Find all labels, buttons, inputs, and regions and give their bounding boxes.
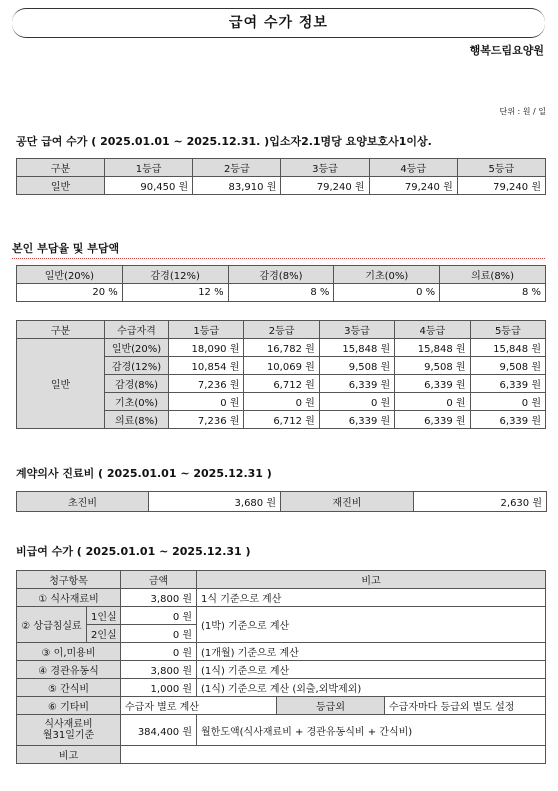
header-cell: 3등급 <box>319 321 394 339</box>
section-copay-title: 본인 부담율 및 부담액 <box>12 240 545 259</box>
value-cell: 15,848 원 <box>470 339 545 357</box>
section-doctor-fee-title: 계약의사 진료비 ( 2025.01.01 ~ 2025.12.31 ) <box>16 467 272 480</box>
first-visit-value: 3,680 원 <box>149 492 281 512</box>
table-row <box>17 589 546 607</box>
first-visit-label: 초진비 <box>17 492 149 512</box>
value-cell: 79,240 원 <box>281 177 369 195</box>
hair-cost-amount: 0 원 <box>121 643 197 661</box>
snack-cost-amount: 1,000 원 <box>121 679 197 697</box>
value-cell: 18,090 원 <box>169 339 244 357</box>
remark-value <box>121 746 546 764</box>
hair-cost-label: ③ 이,미용비 <box>17 643 121 661</box>
table-row <box>17 715 546 746</box>
monthly-meal-note: 월한도액(식사재료비 + 경관유동식비 + 간식비) <box>197 715 546 746</box>
header-cell: 구분 <box>17 321 105 339</box>
table-row <box>17 697 546 715</box>
value-cell: 6,339 원 <box>470 375 545 393</box>
table-row <box>17 661 546 679</box>
value-cell: 8 % <box>228 284 334 302</box>
row-label: 일반 <box>17 177 105 195</box>
value-cell: 6,339 원 <box>395 375 470 393</box>
value-cell: 6,339 원 <box>470 411 545 429</box>
table-header-row <box>17 159 546 177</box>
value-cell: 0 원 <box>244 393 319 411</box>
table-row <box>17 607 546 625</box>
table-row <box>17 679 546 697</box>
header-cell: 5등급 <box>470 321 545 339</box>
table-row <box>17 492 547 512</box>
header-cell: 기초(0%) <box>334 266 440 284</box>
snack-cost-label: ⑤ 간식비 <box>17 679 121 697</box>
meal-cost-label: ① 식사재료비 <box>17 589 121 607</box>
value-cell: 0 원 <box>470 393 545 411</box>
value-cell: 83,910 원 <box>193 177 281 195</box>
value-cell: 6,339 원 <box>319 375 394 393</box>
header-cell: 1등급 <box>169 321 244 339</box>
header-cell: 수급자격 <box>105 321 169 339</box>
room-cost-label: ② 상급침실료 <box>17 607 87 643</box>
value-cell: 0 원 <box>395 393 470 411</box>
row-label: 감경(12%) <box>105 357 169 375</box>
monthly-meal-label <box>17 715 121 746</box>
page-title: 급여 수가 정보 <box>12 8 545 38</box>
grade-out-label: 등급외 <box>277 697 385 715</box>
table-header-row <box>17 321 546 339</box>
value-cell: 7,236 원 <box>169 375 244 393</box>
room-double-amount: 0 원 <box>121 625 197 643</box>
header-cell: 2등급 <box>193 159 281 177</box>
header-cell: 비고 <box>197 571 546 589</box>
tube-feed-amount: 3,800 원 <box>121 661 197 679</box>
other-cost-amount: 수급자 별로 계산 <box>121 697 277 715</box>
header-cell: 금액 <box>121 571 197 589</box>
room-double-label: 2인실 <box>87 625 121 643</box>
section-non-covered-title: 비급여 수가 ( 2025.01.01 ~ 2025.12.31 ) <box>16 545 251 558</box>
value-cell: 15,848 원 <box>319 339 394 357</box>
header-cell: 3등급 <box>281 159 369 177</box>
doctor-fee-table <box>16 491 547 512</box>
copay-rate-table <box>16 265 546 302</box>
unit-label: 단위 : 원 / 일 <box>499 107 546 116</box>
monthly-meal-label-line2: 월31일기준 <box>42 730 95 741</box>
header-cell: 감경(8%) <box>228 266 334 284</box>
return-visit-value: 2,630 원 <box>414 492 547 512</box>
table-header-row <box>17 571 546 589</box>
header-cell: 5등급 <box>457 159 545 177</box>
header-cell: 일반(20%) <box>17 266 123 284</box>
non-covered-table <box>16 570 546 764</box>
value-cell: 8 % <box>440 284 546 302</box>
value-cell: 16,782 원 <box>244 339 319 357</box>
header-cell: 4등급 <box>395 321 470 339</box>
value-cell: 10,069 원 <box>244 357 319 375</box>
header-cell: 청구항목 <box>17 571 121 589</box>
copay-amount-table <box>16 320 546 429</box>
value-cell: 0 % <box>334 284 440 302</box>
table-header-row <box>17 266 546 284</box>
value-cell: 90,450 원 <box>105 177 193 195</box>
table-row <box>17 643 546 661</box>
header-cell: 4등급 <box>369 159 457 177</box>
row-label: 기초(0%) <box>105 393 169 411</box>
value-cell: 6,339 원 <box>319 411 394 429</box>
table-row <box>17 339 546 357</box>
facility-name: 행복드림요양원 <box>469 44 544 57</box>
value-cell: 79,240 원 <box>369 177 457 195</box>
value-cell: 10,854 원 <box>169 357 244 375</box>
meal-cost-note: 1식 기준으로 계산 <box>197 589 546 607</box>
row-label: 의료(8%) <box>105 411 169 429</box>
value-cell: 6,712 원 <box>244 411 319 429</box>
group-label: 일반 <box>17 339 105 429</box>
value-cell: 15,848 원 <box>395 339 470 357</box>
monthly-meal-amount: 384,400 원 <box>121 715 197 746</box>
remark-label: 비고 <box>17 746 121 764</box>
value-cell: 20 % <box>17 284 123 302</box>
value-cell: 6,339 원 <box>395 411 470 429</box>
grade-out-note: 수급자마다 등급외 별도 설정 <box>385 697 546 715</box>
value-cell: 6,712 원 <box>244 375 319 393</box>
return-visit-label: 재진비 <box>281 492 414 512</box>
snack-cost-note: (1식) 기준으로 계산 (외출,외박제외) <box>197 679 546 697</box>
table-row <box>17 284 546 302</box>
header-cell: 구분 <box>17 159 105 177</box>
tube-feed-label: ④ 경관유동식 <box>17 661 121 679</box>
value-cell: 9,508 원 <box>470 357 545 375</box>
value-cell: 9,508 원 <box>319 357 394 375</box>
header-cell: 2등급 <box>244 321 319 339</box>
section-public-benefit-title: 공단 급여 수가 ( 2025.01.01 ~ 2025.12.31. )입소자2.1명당 요양보호사1이상. <box>16 135 432 148</box>
value-cell: 0 원 <box>319 393 394 411</box>
meal-cost-amount: 3,800 원 <box>121 589 197 607</box>
row-label: 일반(20%) <box>105 339 169 357</box>
header-cell: 의료(8%) <box>440 266 546 284</box>
value-cell: 7,236 원 <box>169 411 244 429</box>
value-cell: 0 원 <box>169 393 244 411</box>
table-row <box>17 177 546 195</box>
value-cell: 9,508 원 <box>395 357 470 375</box>
header-cell: 감경(12%) <box>122 266 228 284</box>
room-single-label: 1인실 <box>87 607 121 625</box>
room-cost-note: (1박) 기준으로 계산 <box>197 607 546 643</box>
public-benefit-table <box>16 158 546 195</box>
other-cost-label: ⑥ 기타비 <box>17 697 121 715</box>
hair-cost-note: (1개월) 기준으로 계산 <box>197 643 546 661</box>
tube-feed-note: (1식) 기준으로 계산 <box>197 661 546 679</box>
monthly-meal-label-line1: 식사재료비 <box>44 719 93 730</box>
value-cell: 79,240 원 <box>457 177 545 195</box>
header-cell: 1등급 <box>105 159 193 177</box>
value-cell: 12 % <box>122 284 228 302</box>
table-row <box>17 746 546 764</box>
row-label: 감경(8%) <box>105 375 169 393</box>
room-single-amount: 0 원 <box>121 607 197 625</box>
